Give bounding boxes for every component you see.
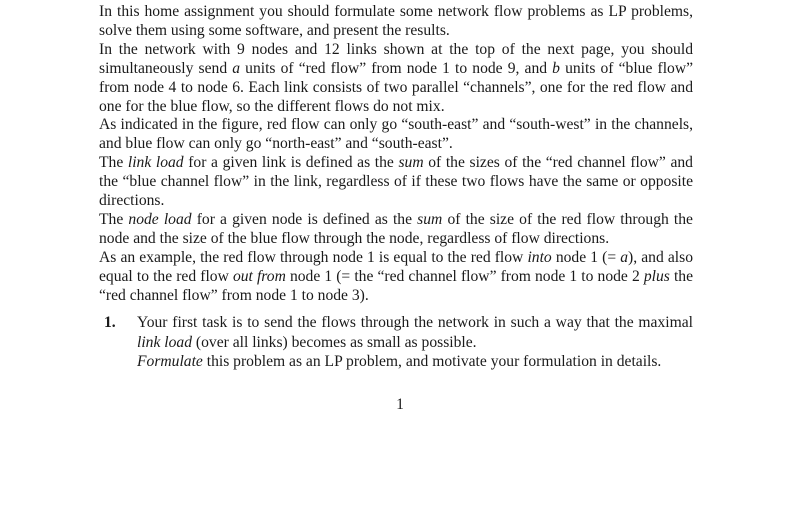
text-run: As an example, the red flow through node 1 is equal to the red flow	[99, 248, 528, 266]
task-paragraph-2	[137, 352, 693, 372]
text-run: ), and also equal to the red flow	[99, 248, 693, 285]
emphasized-text: sum	[417, 210, 443, 228]
text-run: this problem as an LP problem, and motivate your formulation in details.	[202, 353, 662, 370]
emphasized-text: into	[527, 248, 552, 266]
paragraph-2	[99, 41, 693, 117]
text-run: Your first task is to send the flows through the network in such a way that the maximal	[137, 314, 693, 331]
emphasized-text: link load	[127, 154, 184, 172]
task-content	[137, 313, 693, 372]
text-run: for a given link is defined as the	[183, 154, 399, 172]
text-run: node 1 (=	[551, 248, 621, 266]
emphasized-text: out from	[232, 267, 286, 285]
emphasized-text: plus	[643, 267, 670, 285]
text-run: units of “red flow” from node 1 to node 9, and	[240, 59, 553, 77]
text-run: In the network with 9 nodes and 12 links shown at the top of the next page, you should simultaneously send	[99, 40, 693, 77]
paragraph-4	[99, 154, 693, 211]
emphasized-text: Formulate	[137, 353, 203, 370]
paragraph-5	[99, 211, 693, 249]
text-run: As indicated in the figure, red flow can only go “south-east” and “south-west” in the channels, and blue flow can only go “north-east” and “south-east”.	[99, 116, 693, 153]
body-text	[99, 3, 693, 306]
text-run: The	[99, 154, 128, 172]
emphasized-text: node load	[128, 210, 192, 228]
paragraph-6	[99, 249, 693, 306]
task-1	[99, 313, 693, 372]
task-number: 1.	[104, 314, 116, 331]
emphasized-text: sum	[398, 154, 424, 172]
text-run: In this home assignment you should formulate some network flow problems as LP problems, solve them using some software, and present the results.	[99, 3, 693, 39]
text-run: (over all links) becomes as small as possible.	[192, 333, 477, 351]
text-run: for a given node is defined as the	[191, 210, 418, 228]
text-run: the “red channel flow” from node 1 to node 3).	[99, 267, 693, 304]
text-run: The	[99, 210, 129, 228]
text-run: of the sizes of the “red channel flow” and the “blue channel flow” in the link, regardless of if these two flows have the same or opposite directions.	[99, 154, 693, 210]
page-number: 1	[396, 396, 404, 413]
task-paragraph-1	[137, 313, 693, 352]
paragraph-1	[99, 3, 693, 41]
emphasized-text: b	[552, 59, 560, 77]
text-run: units of “blue flow” from node 4 to node 6. Each link consists of two parallel “channels”, one for the red flow and one for the blue flow, so the different flows do not mix.	[99, 59, 694, 115]
text-run: node 1 (= the “red channel flow” from node 1 to node 2	[285, 267, 644, 285]
paragraph-3	[99, 116, 693, 154]
emphasized-text: a	[232, 59, 241, 77]
text-run: of the size of the red flow through the node and the size of the blue flow through the node, regardless of flow directions.	[99, 210, 693, 247]
emphasized-text: a	[620, 248, 629, 266]
emphasized-text: link load	[137, 333, 193, 351]
